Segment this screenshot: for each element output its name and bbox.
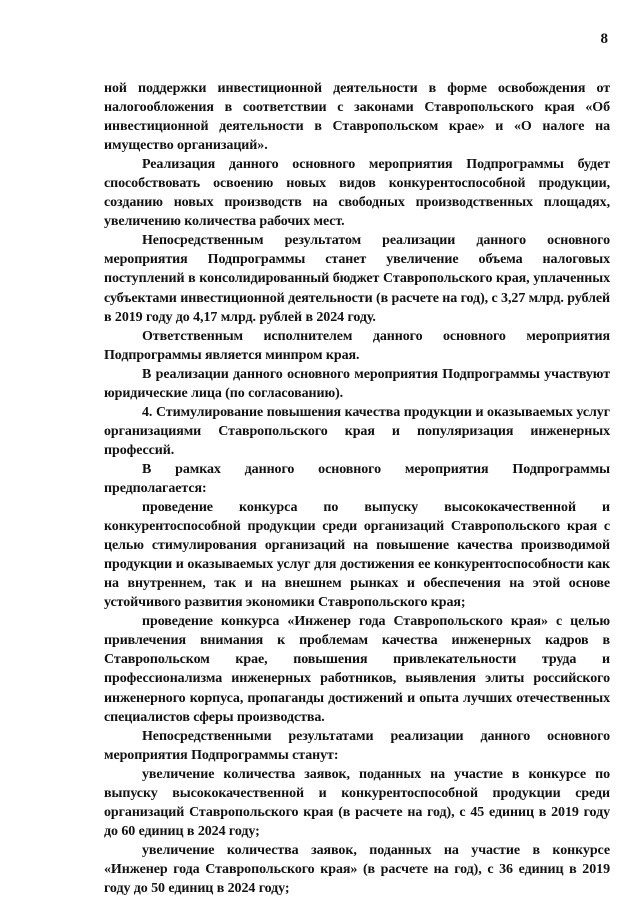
paragraph: В рамках данного основного мероприятия Подпрограммы предполагается: (104, 461, 610, 496)
page-number: 8 (600, 31, 608, 47)
document-body (104, 79, 610, 898)
paragraph: Непосредственными результатами реализации данного основного мероприятия Подпрограммы станут: (104, 728, 610, 763)
list-item-paragraph: проведение конкурса «Инженер года Ставропольского края» с целью привлечения внимания к проблемам качества инженерных кадров в Ставропольском крае, повышения привлекательности труда и профессионализма инженерных работников, выявления элиты российского инженерного корпуса, пропаганды достижений и опыта лучших отечественных специалистов сферы производства. (104, 614, 610, 725)
paragraph: ной поддержки инвестиционной деятельности в форме освобождения от налогообложения в соответствии с законами Ставропольского края «Об инвестиционной деятельности в Ставропольском крае» и «О налоге на имущество организаций». (104, 81, 610, 154)
paragraph: Реализация данного основного мероприятия Подпрограммы будет способствовать освоению новых видов конкурентоспособной продукции, созданию новых производств на свободных производственных площадях, увеличению количества рабочих мест. (104, 157, 610, 230)
paragraph: В реализации данного основного мероприятия Подпрограммы участвуют юридические лица (по согласованию). (104, 366, 610, 401)
list-item-paragraph: проведение конкурса по выпуску высококачественной и конкурентоспособной продукции среди организаций Ставропольского края с целью стимулирования организаций на повышение качества производимой продукции и оказываемых услуг для достижения ее конкурентоспособности как на внутреннем, так и на внешнем рынках и обеспечения на этой основе устойчивого развития экономики Ставропольского края; (104, 500, 610, 611)
paragraph: Ответственным исполнителем данного основного мероприятия Подпрограммы является минпром края. (104, 328, 610, 363)
list-item-paragraph: увеличение количества заявок, поданных на участие в конкурсе по выпуску высококачественной и конкурентоспособной продукции среди организаций Ставропольского края (в расчете на год), с 45 единиц в 2019 году до 60 единиц в 2024 году; (104, 766, 610, 839)
section-heading-paragraph: 4. Стимулирование повышения качества продукции и оказываемых услуг организациями Ставропольского края и популяризация инженерных профессий. (104, 404, 610, 458)
paragraph: Непосредственным результатом реализации данного основного мероприятия Подпрограммы станет увеличение объема налоговых поступлений в консолидированный бюджет Ставропольского края, уплаченных субъектами инвестиционной деятельности (в расчете на год), с 3,27 млрд. рублей в 2019 году до 4,17 млрд. рублей в 2024 году. (104, 233, 610, 325)
list-item-paragraph: увеличение количества заявок, поданных на участие в конкурсе «Инженер года Ставропольского края» (в расчете на год), с 36 единиц в 2019 году до 50 единиц в 2024 году; (104, 842, 610, 896)
